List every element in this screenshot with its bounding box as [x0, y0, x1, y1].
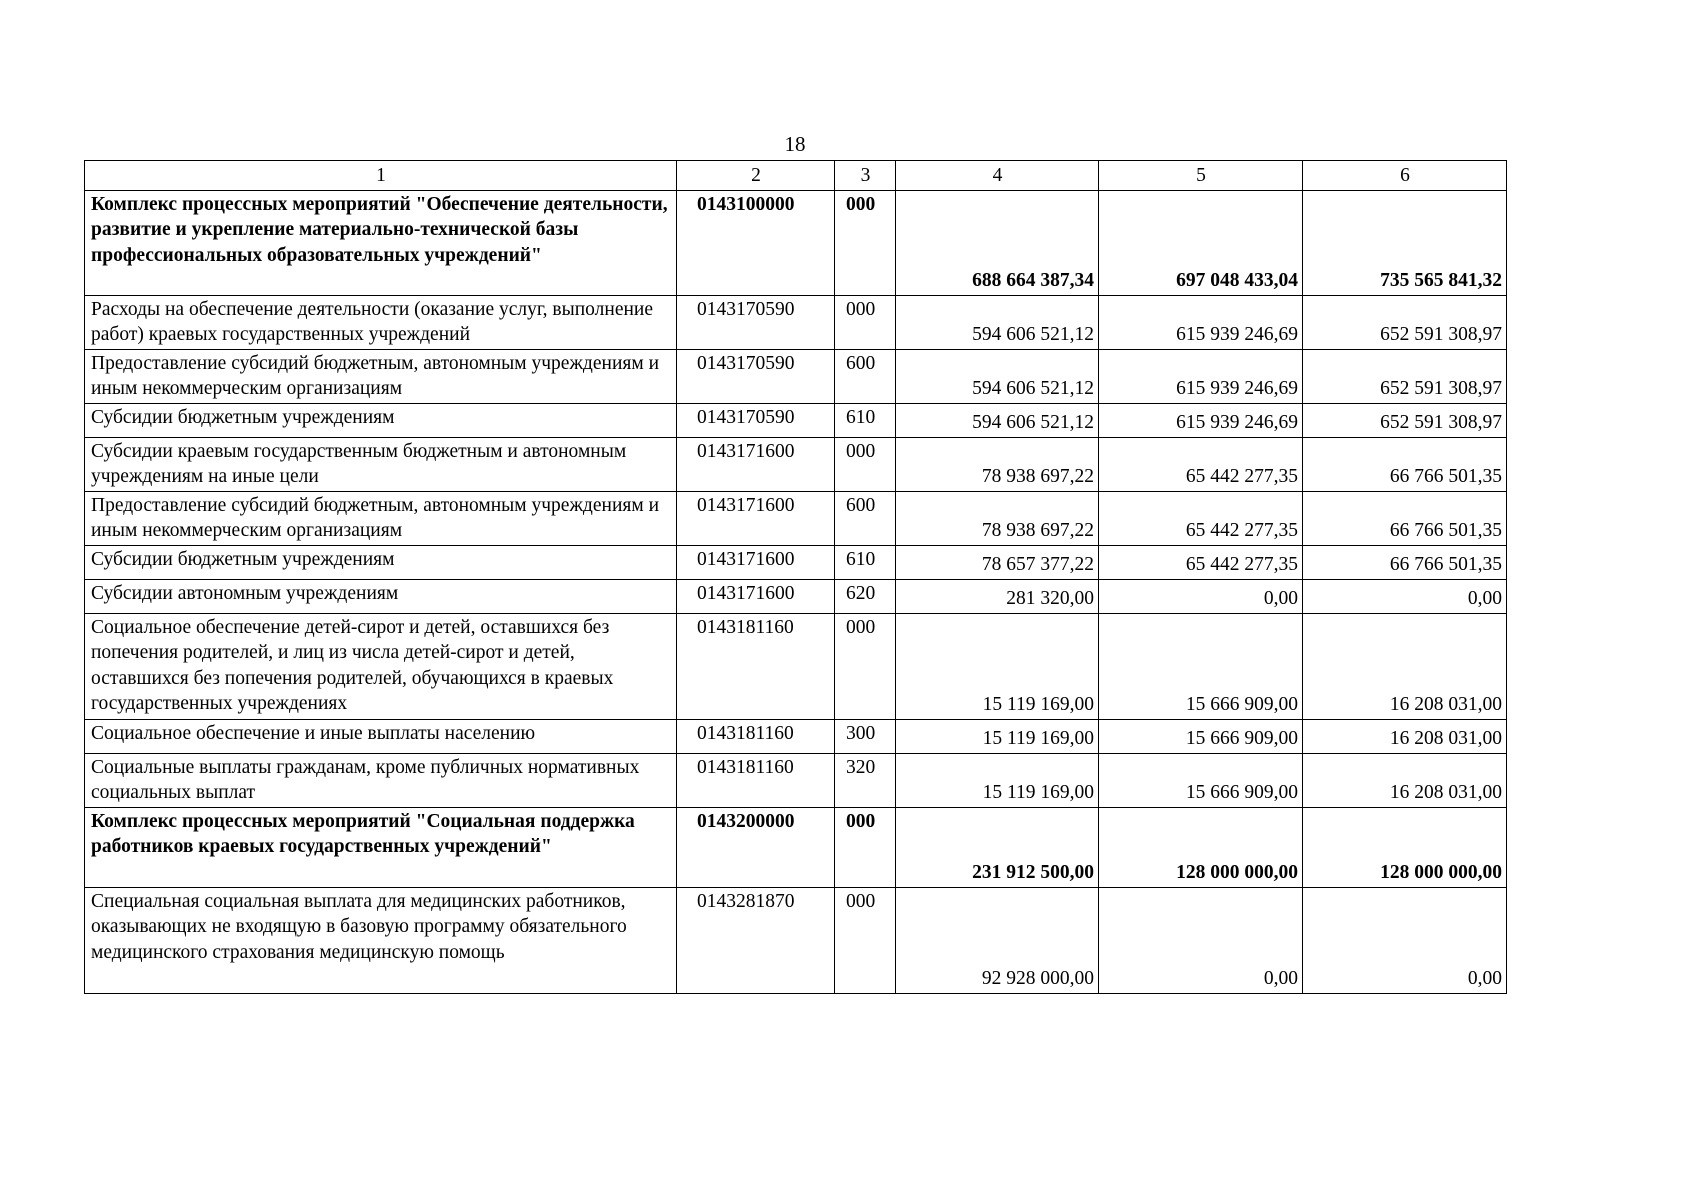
table-row	[85, 579, 1507, 613]
column-number-row	[85, 161, 1507, 191]
column-number: 6	[1303, 161, 1507, 191]
row-name: Социальное обеспечение детей-сирот и детей, оставшихся без попечения родителей, и лиц из числа детей-сирот и детей, оставшихся без попечения родителей, обучающихся в краевых государственных учреждениях	[85, 613, 677, 719]
target-article-code: 0143171600	[677, 491, 835, 545]
target-article-code: 0143181160	[677, 753, 835, 807]
column-number: 5	[1099, 161, 1303, 191]
column-number: 3	[835, 161, 896, 191]
column-number: 4	[896, 161, 1099, 191]
target-article-code: 0143171600	[677, 545, 835, 579]
expense-type-code: 000	[835, 437, 896, 491]
target-article-code: 0143170590	[677, 403, 835, 437]
row-name: Социальное обеспечение и иные выплаты населению	[85, 719, 677, 753]
expense-type-code: 610	[835, 403, 896, 437]
expense-type-code: 000	[835, 807, 896, 887]
table-row	[85, 349, 1507, 403]
table-row	[85, 887, 1507, 993]
amount-col-6: 66 766 501,35	[1303, 491, 1507, 545]
amount-col-6: 16 208 031,00	[1303, 613, 1507, 719]
amount-col-6: 16 208 031,00	[1303, 719, 1507, 753]
expense-type-code: 000	[835, 613, 896, 719]
amount-col-4: 281 320,00	[896, 579, 1099, 613]
expense-type-code: 300	[835, 719, 896, 753]
amount-col-5: 15 666 909,00	[1099, 753, 1303, 807]
amount-col-4: 78 938 697,22	[896, 437, 1099, 491]
expense-type-code: 600	[835, 491, 896, 545]
amount-col-6: 735 565 841,32	[1303, 190, 1507, 295]
amount-col-5: 128 000 000,00	[1099, 807, 1303, 887]
amount-col-4: 688 664 387,34	[896, 190, 1099, 295]
amount-col-4: 78 657 377,22	[896, 545, 1099, 579]
table-row	[85, 545, 1507, 579]
table-row	[85, 437, 1507, 491]
target-article-code: 0143170590	[677, 295, 835, 349]
amount-col-5: 65 442 277,35	[1099, 491, 1303, 545]
table-row	[85, 753, 1507, 807]
budget-table	[84, 160, 1507, 994]
row-name: Комплекс процессных мероприятий "Социальная поддержка работников краевых государственных учреждений"	[85, 807, 677, 887]
target-article-code: 0143281870	[677, 887, 835, 993]
amount-col-5: 0,00	[1099, 887, 1303, 993]
row-name: Предоставление субсидий бюджетным, автономным учреждениям и иным некоммерческим организациям	[85, 349, 677, 403]
target-article-code: 0143171600	[677, 579, 835, 613]
amount-col-6: 0,00	[1303, 579, 1507, 613]
amount-col-5: 15 666 909,00	[1099, 719, 1303, 753]
amount-col-5: 615 939 246,69	[1099, 349, 1303, 403]
expense-type-code: 320	[835, 753, 896, 807]
amount-col-5: 697 048 433,04	[1099, 190, 1303, 295]
amount-col-5: 15 666 909,00	[1099, 613, 1303, 719]
amount-col-5: 65 442 277,35	[1099, 545, 1303, 579]
amount-col-4: 15 119 169,00	[896, 753, 1099, 807]
amount-col-6: 0,00	[1303, 887, 1507, 993]
page-number: 18	[784, 132, 806, 156]
row-name: Расходы на обеспечение деятельности (оказание услуг, выполнение работ) краевых государственных учреждений	[85, 295, 677, 349]
table-row	[85, 295, 1507, 349]
amount-col-4: 594 606 521,12	[896, 403, 1099, 437]
row-name: Социальные выплаты гражданам, кроме публичных нормативных социальных выплат	[85, 753, 677, 807]
table-row	[85, 719, 1507, 753]
column-number: 2	[677, 161, 835, 191]
row-name: Субсидии бюджетным учреждениям	[85, 403, 677, 437]
target-article-code: 0143200000	[677, 807, 835, 887]
row-name: Субсидии автономным учреждениям	[85, 579, 677, 613]
amount-col-6: 66 766 501,35	[1303, 545, 1507, 579]
target-article-code: 0143181160	[677, 613, 835, 719]
column-number: 1	[85, 161, 677, 191]
amount-col-6: 652 591 308,97	[1303, 403, 1507, 437]
table-row	[85, 190, 1507, 295]
amount-col-5: 615 939 246,69	[1099, 295, 1303, 349]
amount-col-4: 78 938 697,22	[896, 491, 1099, 545]
amount-col-4: 231 912 500,00	[896, 807, 1099, 887]
amount-col-6: 128 000 000,00	[1303, 807, 1507, 887]
amount-col-5: 615 939 246,69	[1099, 403, 1303, 437]
expense-type-code: 610	[835, 545, 896, 579]
amount-col-4: 92 928 000,00	[896, 887, 1099, 993]
row-name: Специальная социальная выплата для медицинских работников, оказывающих не входящую в базовую программу обязательного медицинского страхования медицинскую помощь	[85, 887, 677, 993]
amount-col-6: 66 766 501,35	[1303, 437, 1507, 491]
amount-col-4: 15 119 169,00	[896, 719, 1099, 753]
amount-col-6: 652 591 308,97	[1303, 349, 1507, 403]
row-name: Комплекс процессных мероприятий "Обеспечение деятельности, развитие и укрепление материально-технической базы профессиональных образовательных учреждений"	[85, 190, 677, 295]
expense-type-code: 000	[835, 190, 896, 295]
amount-col-5: 0,00	[1099, 579, 1303, 613]
table-row	[85, 613, 1507, 719]
target-article-code: 0143171600	[677, 437, 835, 491]
table-row	[85, 403, 1507, 437]
row-name: Субсидии краевым государственным бюджетным и автономным учреждениям на иные цели	[85, 437, 677, 491]
target-article-code: 0143181160	[677, 719, 835, 753]
expense-type-code: 000	[835, 887, 896, 993]
row-name: Предоставление субсидий бюджетным, автономным учреждениям и иным некоммерческим организациям	[85, 491, 677, 545]
amount-col-4: 594 606 521,12	[896, 349, 1099, 403]
amount-col-4: 594 606 521,12	[896, 295, 1099, 349]
expense-type-code: 600	[835, 349, 896, 403]
table-row	[85, 807, 1507, 887]
amount-col-4: 15 119 169,00	[896, 613, 1099, 719]
row-name: Субсидии бюджетным учреждениям	[85, 545, 677, 579]
amount-col-6: 16 208 031,00	[1303, 753, 1507, 807]
expense-type-code: 620	[835, 579, 896, 613]
amount-col-6: 652 591 308,97	[1303, 295, 1507, 349]
target-article-code: 0143170590	[677, 349, 835, 403]
table-row	[85, 491, 1507, 545]
amount-col-5: 65 442 277,35	[1099, 437, 1303, 491]
target-article-code: 0143100000	[677, 190, 835, 295]
expense-type-code: 000	[835, 295, 896, 349]
